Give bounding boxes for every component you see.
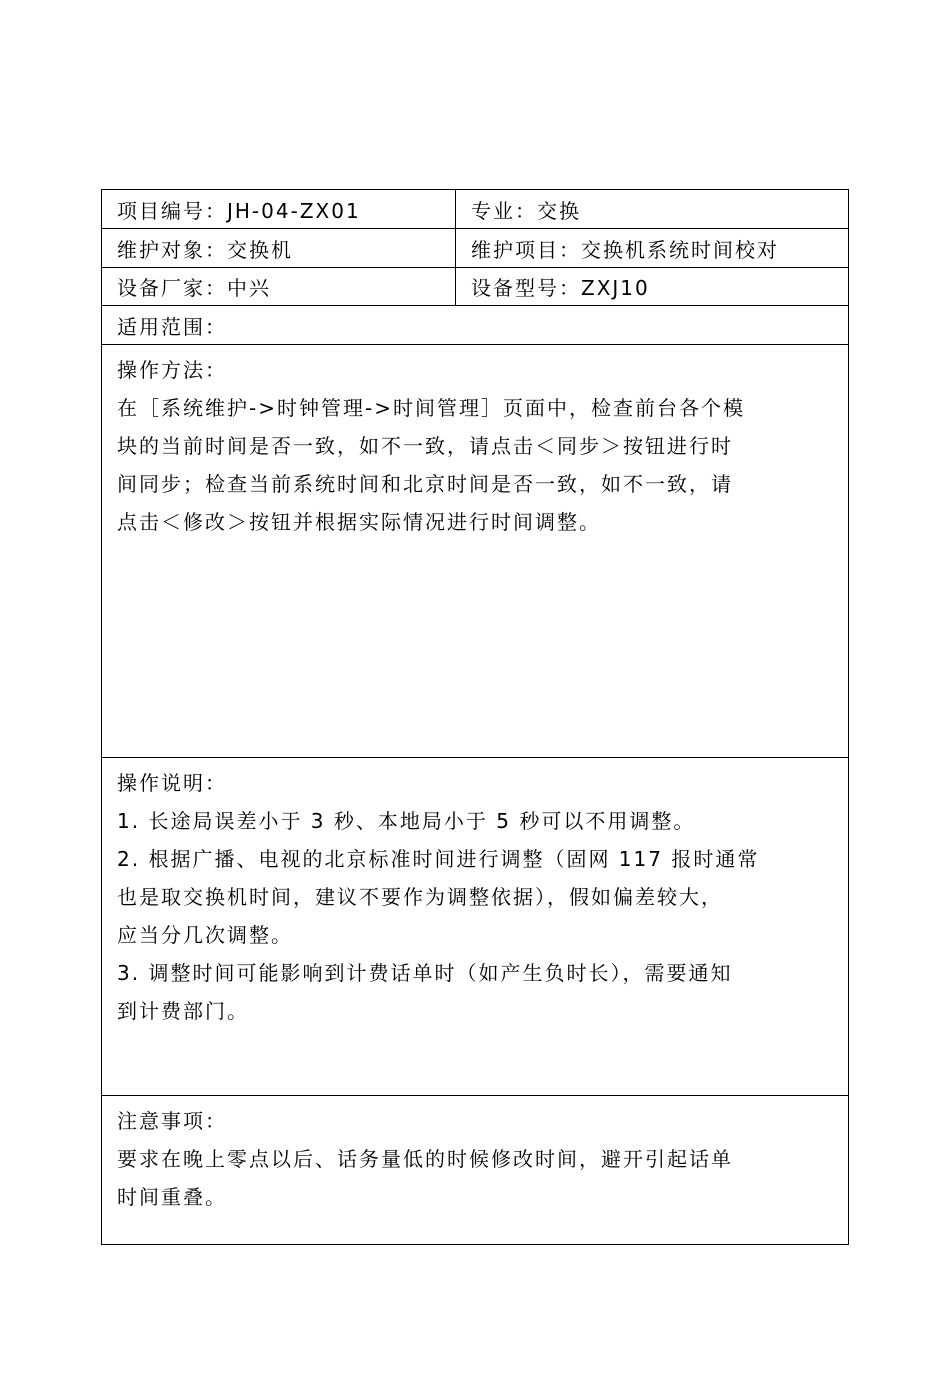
maintenance-target: 维护对象：交换机: [102, 229, 456, 267]
notes-line: 应当分几次调整。: [117, 923, 293, 947]
specialty: 专业：交换: [471, 198, 581, 223]
method-line: 点击＜修改＞按钮并根据实际情况进行时间调整。: [117, 510, 601, 534]
maintenance-item: 维护项目：交换机系统时间校对: [471, 237, 779, 262]
method-section: [102, 345, 848, 758]
form-row-project: [102, 190, 848, 229]
method-text: [102, 345, 848, 541]
method-line: 在［系统维护->时钟管理->时间管理］页面中，检查前台各个模: [117, 396, 745, 420]
method-title: 操作方法：: [117, 358, 227, 382]
scope-label: 适用范围：: [117, 314, 227, 339]
project-number: 项目编号：JH-04-ZX01: [102, 190, 456, 228]
notes-line: 1. 长途局误差小于 3 秒、本地局小于 5 秒可以不用调整。: [117, 809, 696, 833]
cautions-section: [102, 1096, 848, 1243]
method-line: 间同步；检查当前系统时间和北京时间是否一致，如不一致，请: [117, 472, 733, 496]
notes-title: 操作说明：: [117, 771, 227, 795]
notes-text: [102, 758, 848, 1030]
notes-line: 也是取交换机时间，建议不要作为调整依据），假如偏差较大，: [117, 885, 723, 909]
notes-line: 3. 调整时间可能影响到计费话单时（如产生负时长），需要通知: [117, 961, 733, 985]
cautions-title: 注意事项：: [117, 1109, 227, 1133]
notes-line: 2. 根据广播、电视的北京标准时间进行调整（固网 117 报时通常: [117, 847, 760, 871]
equipment-model: 设备型号：ZXJ10: [471, 276, 650, 300]
equipment-vendor: 设备厂家：中兴: [102, 268, 456, 305]
form-row-target: [102, 229, 848, 268]
cautions-text: [102, 1096, 848, 1216]
form-row-scope: [102, 306, 848, 345]
maintenance-form: [101, 189, 849, 1245]
notes-line: 到计费部门。: [117, 999, 249, 1023]
notes-section: [102, 758, 848, 1096]
method-line: 块的当前时间是否一致，如不一致，请点击＜同步＞按钮进行时: [117, 434, 733, 458]
cautions-line: 时间重叠。: [117, 1185, 227, 1209]
cautions-line: 要求在晚上零点以后、话务量低的时候修改时间，避开引起话单: [117, 1147, 733, 1171]
form-row-vendor: [102, 268, 848, 306]
